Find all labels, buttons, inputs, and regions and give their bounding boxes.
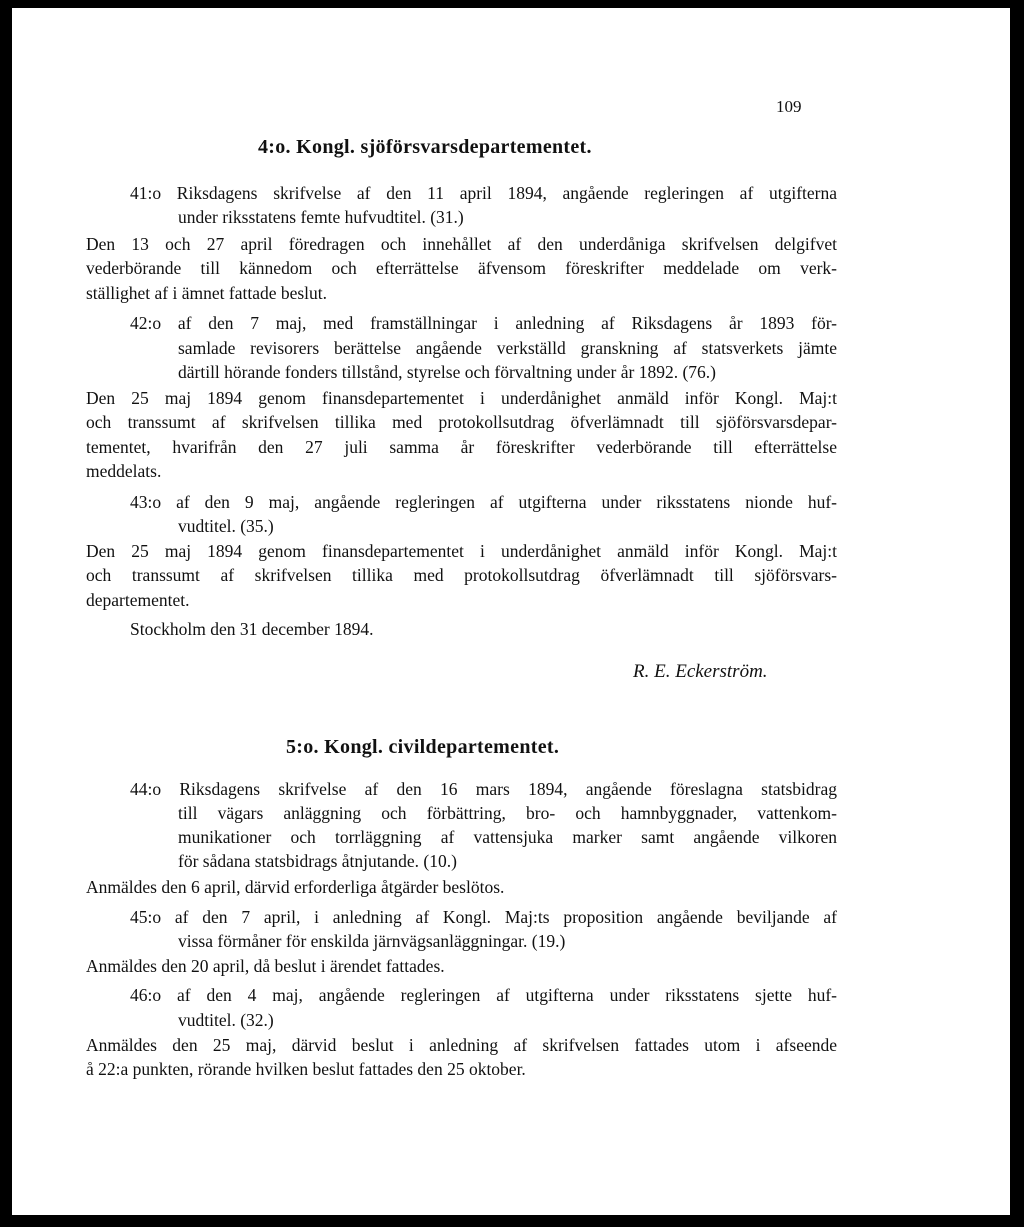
action-line: ställighet af i ämnet fattade beslut.	[86, 283, 328, 303]
item-line: 42:o af den 7 maj, med framställningar i anledning af Riksdagens år 1893 för-	[130, 313, 837, 333]
scan-edge-right	[1010, 0, 1024, 1227]
action-line: tementet, hvarifrån den 27 juli samma år föreskrifter vederbörande till efterrättelse	[86, 437, 837, 457]
action-line: Anmäldes den 20 april, då beslut i ärendet fattades.	[86, 956, 445, 976]
item-line: under riksstatens femte hufvudtitel. (31.)	[178, 207, 464, 227]
dateline: Stockholm den 31 december 1894.	[130, 619, 374, 639]
item-line: 45:o af den 7 april, i anledning af Kongl. Maj:ts proposition angående beviljande af	[130, 907, 837, 927]
item-line: 43:o af den 9 maj, angående regleringen af utgifterna under riksstatens nionde huf-	[130, 492, 837, 512]
item-line: vissa förmåner för enskilda järnvägsanläggningar. (19.)	[178, 931, 566, 951]
item-line: 44:o Riksdagens skrifvelse af den 16 mars 1894, angående föreslagna statsbidrag	[130, 779, 837, 799]
item-line: samlade revisorers berättelse angående verkställd granskning af statsverkets jämte	[178, 338, 837, 358]
action-line: och transsumt af skrifvelsen tillika med protokollsutdrag öfverlämnadt till sjöförsvarsdepar-	[86, 412, 837, 432]
scan-edge-bottom	[0, 1215, 1024, 1227]
action-line: och transsumt af skrifvelsen tillika med protokollsutdrag öfverlämnadt till sjöförsvars-	[86, 565, 837, 585]
action-line: Den 25 maj 1894 genom finansdepartementet i underdånighet anmäld inför Kongl. Maj:t	[86, 541, 837, 561]
action-line: Anmäldes den 25 maj, därvid beslut i anledning af skrifvelsen fattades utom i afseende	[86, 1035, 837, 1055]
scan-edge-top	[0, 0, 1024, 8]
item-line: vudtitel. (32.)	[178, 1010, 274, 1030]
action-line: meddelats.	[86, 461, 162, 481]
item-line: munikationer och torrläggning af vattensjuka marker samt angående vilkoren	[178, 827, 837, 847]
action-line: departementet.	[86, 590, 190, 610]
section-heading: 4:o. Kongl. sjöförsvarsdepartementet.	[258, 136, 592, 158]
page-number: 109	[776, 97, 802, 116]
section-heading: 5:o. Kongl. civildepartementet.	[286, 736, 560, 758]
signature: R. E. Eckerström.	[633, 661, 768, 682]
item-line: därtill hörande fonders tillstånd, styrelse och förvaltning under år 1892. (76.)	[178, 362, 716, 382]
item-line: till vägars anläggning och förbättring, bro- och hamnbyggnader, vattenkom-	[178, 803, 837, 823]
action-line: vederbörande till kännedom och efterrättelse äfvensom föreskrifter meddelade om verk-	[86, 258, 837, 278]
action-line: Anmäldes den 6 april, därvid erforderliga åtgärder beslötos.	[86, 877, 505, 897]
item-line: vudtitel. (35.)	[178, 516, 274, 536]
item-line: 46:o af den 4 maj, angående regleringen af utgifterna under riksstatens sjette huf-	[130, 985, 837, 1005]
item-line: för sådana statsbidrags åtnjutande. (10.)	[178, 851, 457, 871]
item-line: 41:o Riksdagens skrifvelse af den 11 april 1894, angående regleringen af utgifterna	[130, 183, 837, 203]
action-line: å 22:a punkten, rörande hvilken beslut fattades den 25 oktober.	[86, 1059, 526, 1079]
scan-edge-left	[0, 0, 12, 1227]
action-line: Den 25 maj 1894 genom finansdepartementet i underdånighet anmäld inför Kongl. Maj:t	[86, 388, 837, 408]
action-line: Den 13 och 27 april föredragen och innehållet af den underdåniga skrifvelsen delgifvet	[86, 234, 837, 254]
